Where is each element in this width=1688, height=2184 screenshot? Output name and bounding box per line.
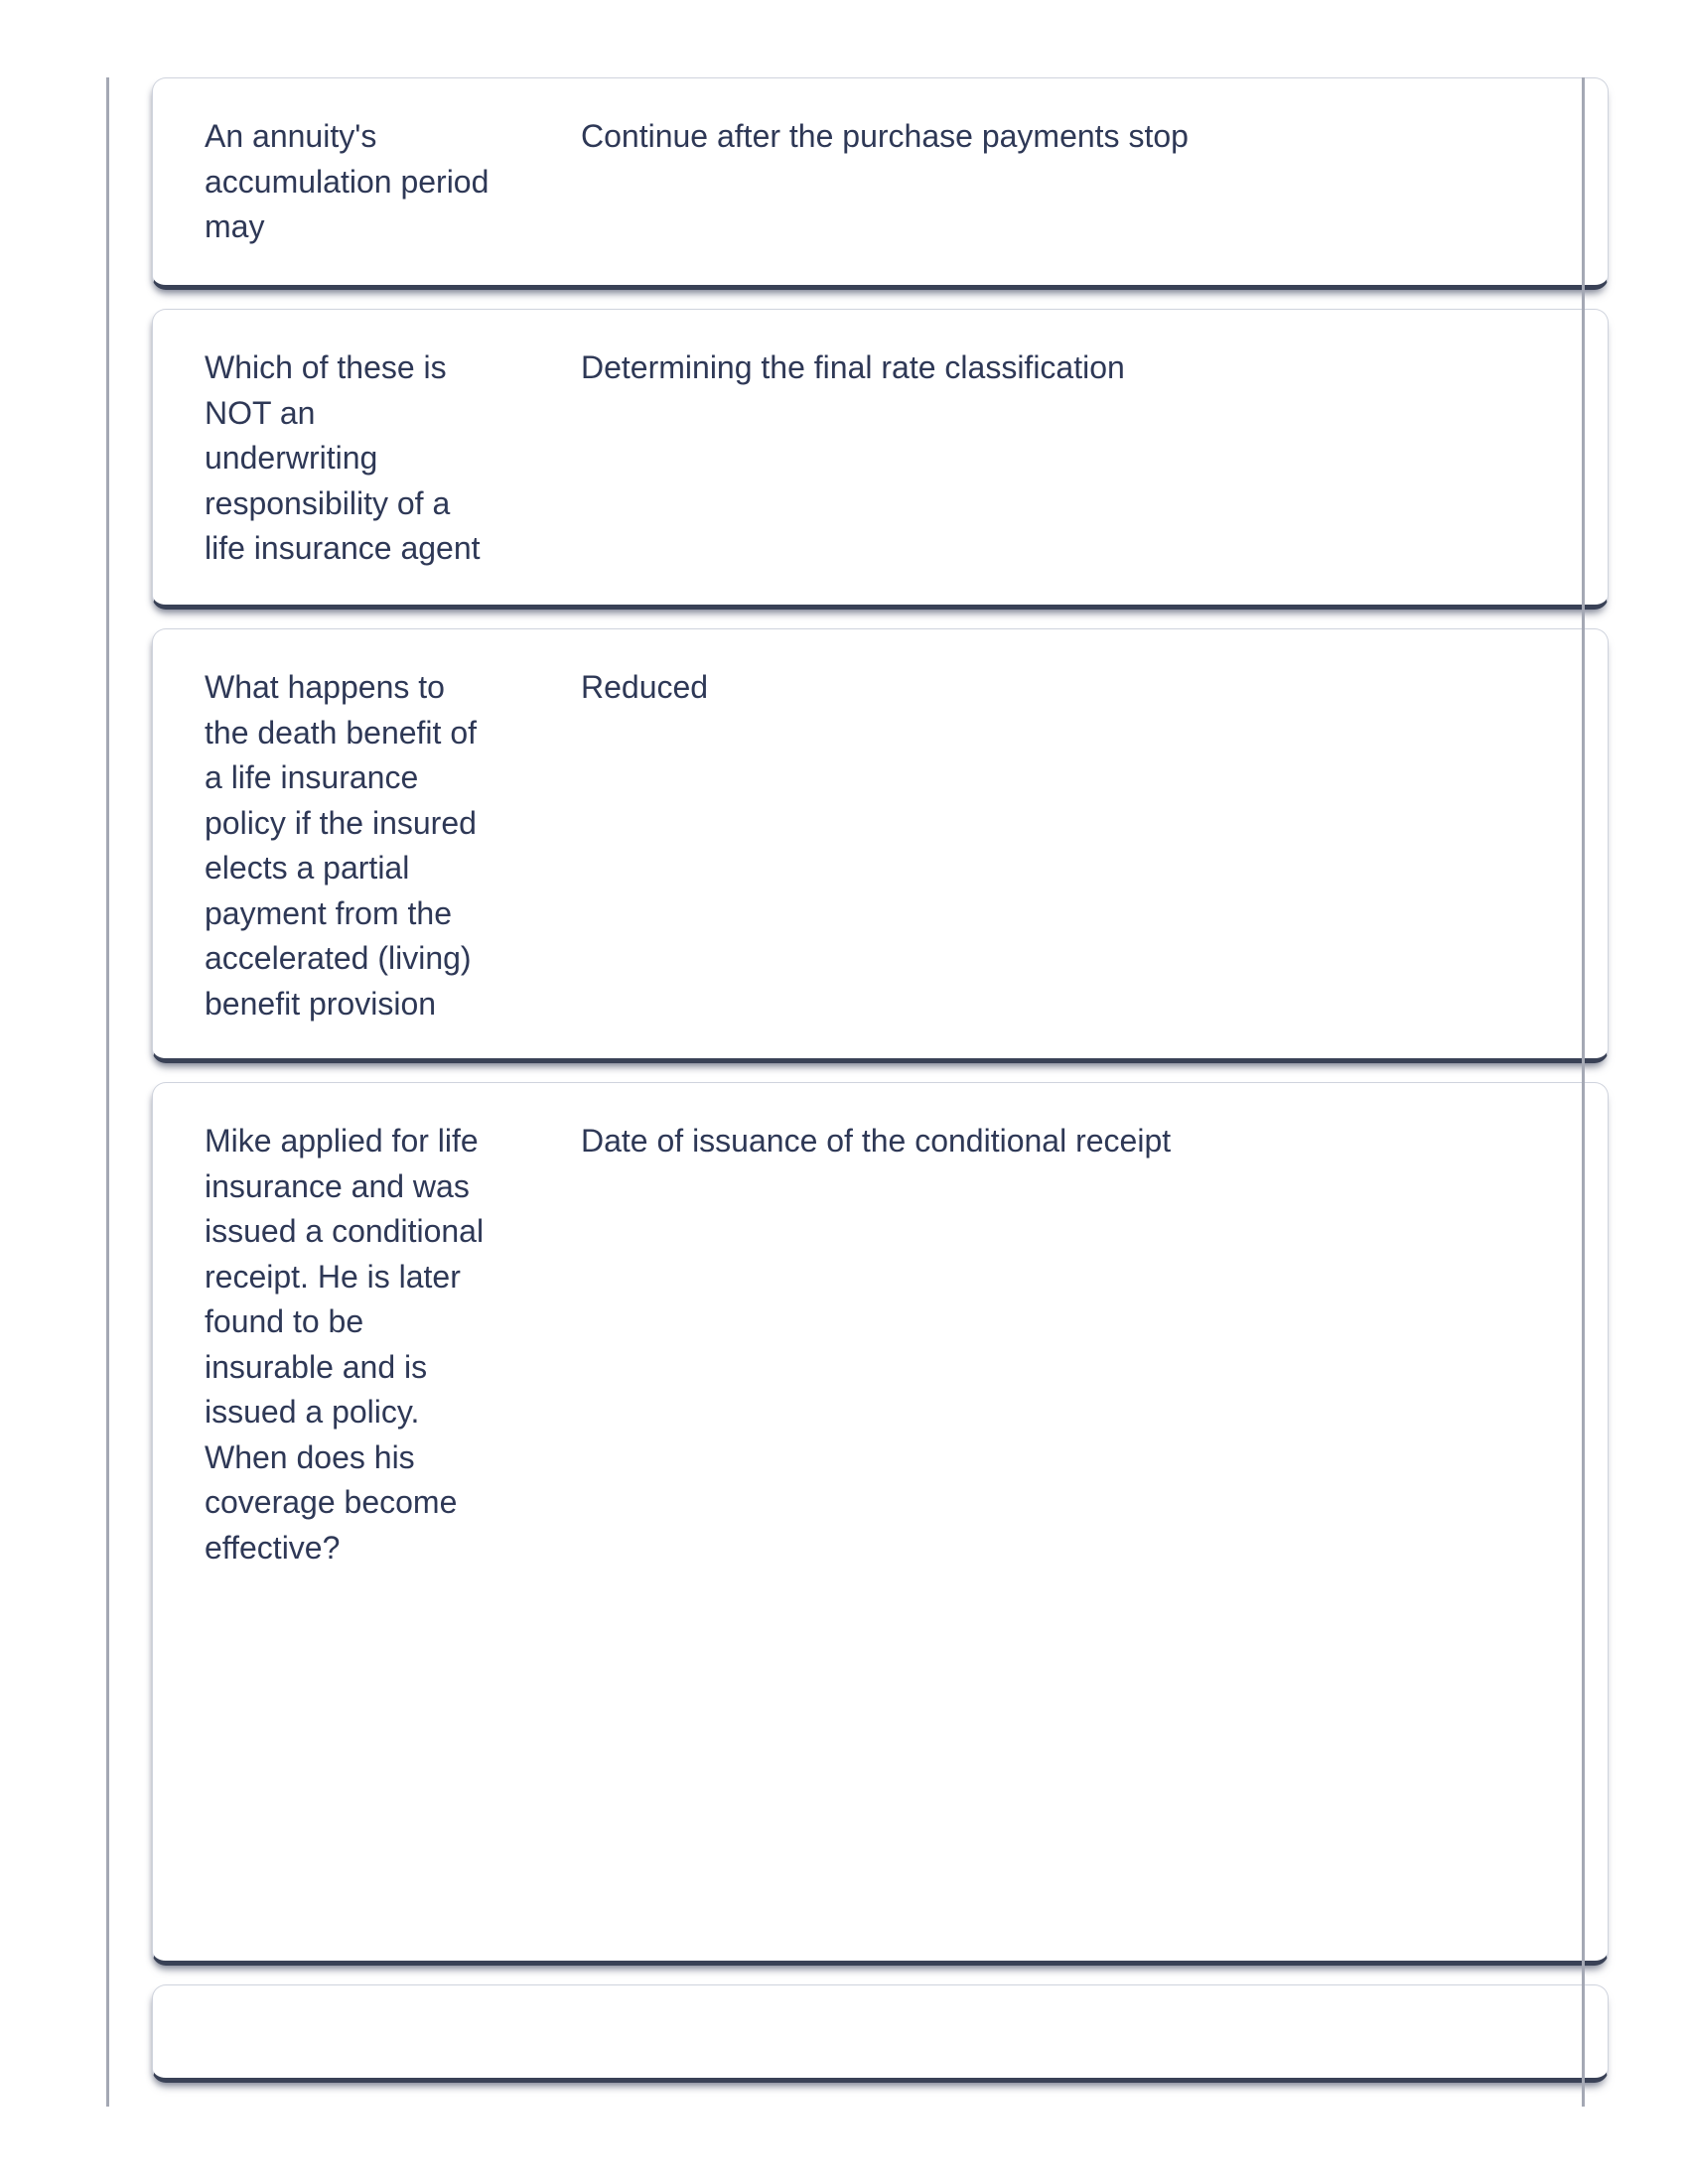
answer-text: Date of issuance of the conditional receipt: [581, 1123, 1172, 1159]
question-text: Mike applied for life insurance and was issued a conditional receipt. He is later found to be insurable and is issued a policy. When does his coverage become effective?: [205, 1123, 485, 1566]
question-text: An annuity's accumulation period may: [205, 118, 490, 244]
flashcard: [152, 1082, 1609, 1966]
answer-text: Determining the final rate classification: [581, 349, 1125, 385]
flashcard: [152, 309, 1609, 610]
flashcard-list: [152, 77, 1609, 2102]
right-page-rule: [1582, 77, 1585, 2107]
answer-text: Continue after the purchase payments stop: [581, 118, 1189, 154]
answer-text: Reduced: [581, 669, 709, 705]
flashcard: [152, 628, 1609, 1063]
left-page-rule: [106, 77, 109, 2107]
flashcard-empty: [152, 1984, 1609, 2083]
flashcard: [152, 77, 1609, 290]
question-text: Which of these is NOT an underwriting responsibility of a life insurance agent: [205, 349, 481, 566]
question-text: What happens to the death benefit of a life insurance policy if the insured elects a partial payment from the accelerated (living) benefit provision: [205, 669, 477, 1022]
